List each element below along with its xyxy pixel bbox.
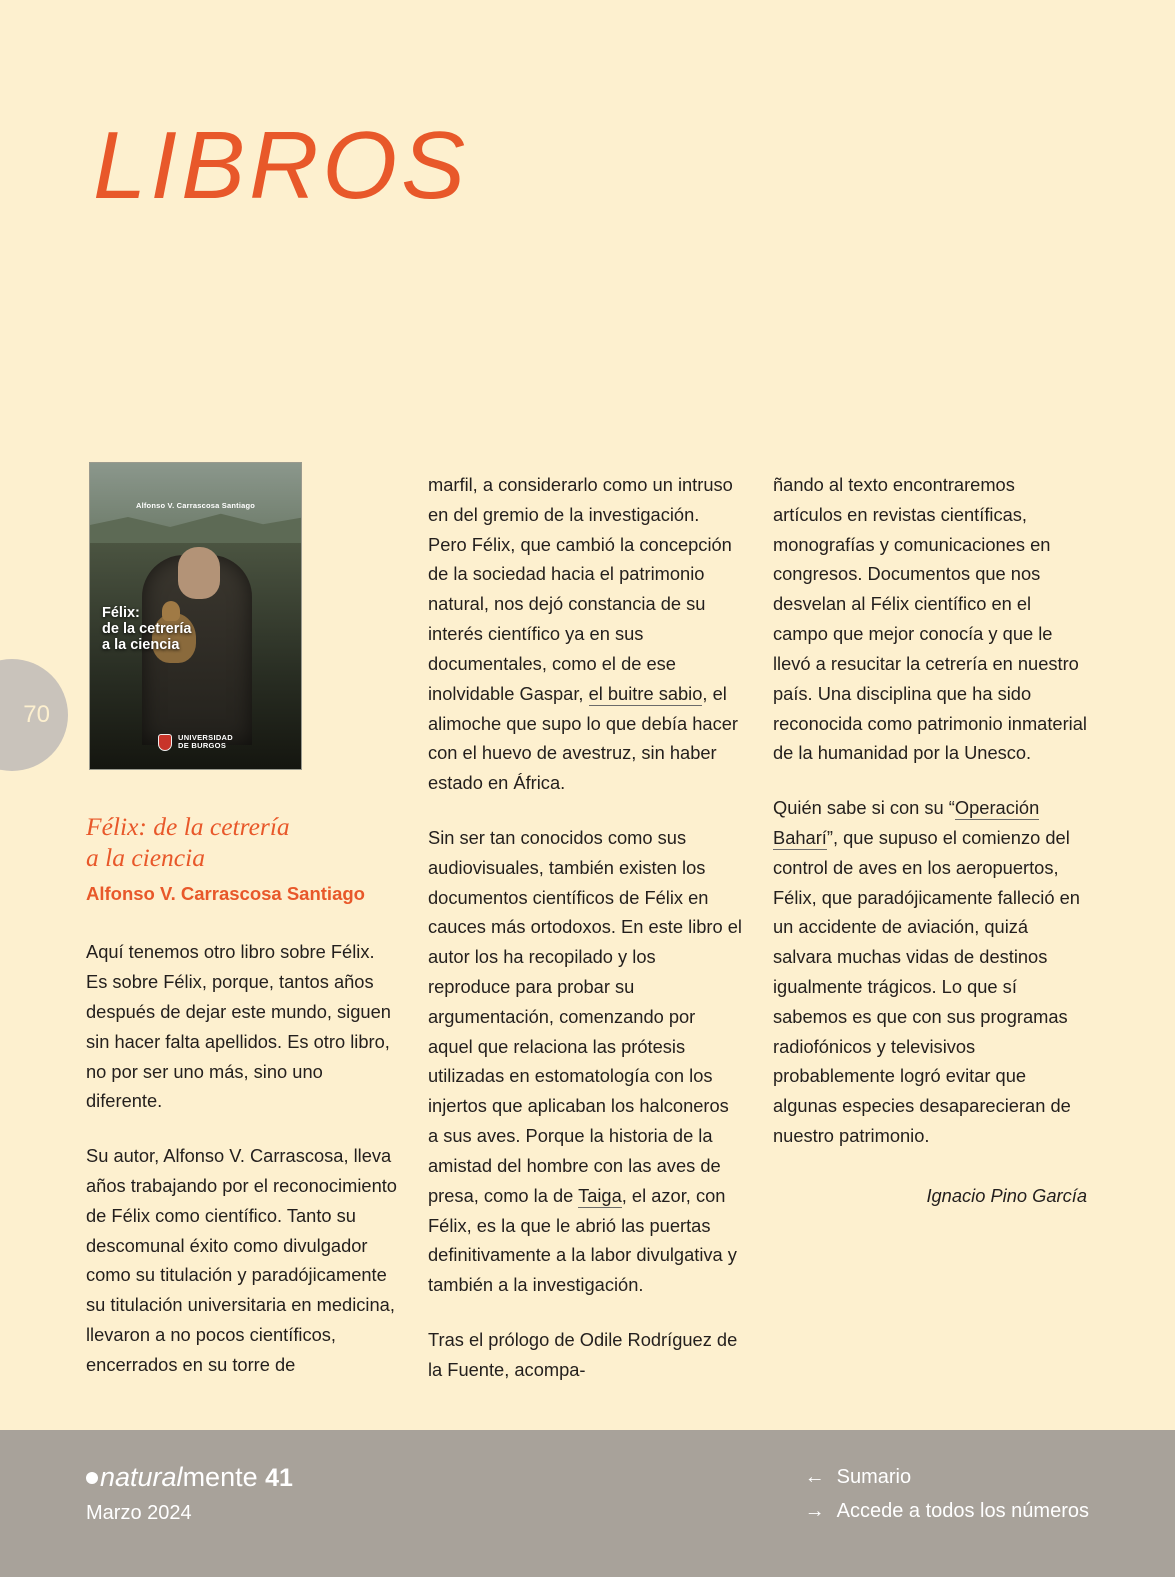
page-number-tab <box>0 659 68 771</box>
article-signature: Ignacio Pino García <box>926 1184 1087 1206</box>
cover-author-label: Alfonso V. Carrascosa Santiago <box>135 501 256 510</box>
paragraph <box>428 823 742 1300</box>
brand-prefix: natural <box>100 1462 183 1492</box>
issue-number: 41 <box>265 1464 293 1492</box>
magazine-brand <box>86 1464 293 1491</box>
book-title <box>86 812 398 873</box>
book-author: Alfonso V. Carrascosa Santiago <box>86 883 365 905</box>
paragraph: Su autor, Alfonso V. Carrascosa, lleva años trabajando por el reconocimiento de Félix como científico. Tanto su descomunal éxito como divulgador como su titulación y paradójicamente su titulación universitaria en medicina, llevaron a no pocos científicos, encerrados en su torre de <box>86 1145 397 1375</box>
issue-date: Marzo 2024 <box>86 1502 192 1524</box>
book-title-line-1: Félix: de la cetrería <box>86 812 290 841</box>
article-column-3 <box>773 470 1087 1211</box>
paragraph-text: , el azor, con Félix, es la que le abrió las puertas definitivamente a la labor divulgativa y también a la investigación. <box>428 1184 737 1296</box>
link-el-buitre-sabio[interactable]: el buitre sabio <box>588 682 703 704</box>
university-crest-icon <box>158 734 172 751</box>
paragraph-text: , el alimoche que supo lo que debía hacer con el huevo de avestruz, sin haber estado en África. <box>428 682 738 794</box>
paragraph: ñando al texto encontraremos artículos en revistas científicas, monografías y comunicaciones en congresos. Documentos que nos desvelan al Félix científico en el campo que mejor conocía y que le llevó a resucitar la cetrería en nuestro país. Una disciplina que ha sido reconocida como patrimonio inmaterial de la humanidad por la Unesco. <box>773 474 1087 764</box>
link-taiga[interactable]: Taiga <box>578 1184 622 1206</box>
cover-person-head <box>178 547 220 599</box>
arrow-right-icon: → <box>804 1500 825 1522</box>
cover-title-line-2: de la cetrería <box>102 621 192 638</box>
paragraph-text: Sin ser tan conocidos como sus audiovisuales, también existen los documentos científicos de Félix en cauces más ortodoxos. En este libro el autor los ha recopilado y los reproduce para probar su argumentación, comenzando por aquel que relaciona las prótesis utilizadas en estomatología con los injertos que aplicaban los halconeros a sus aves. Porque la historia de la amistad del hombre con las aves de presa, como la de <box>428 826 742 1206</box>
cover-publisher-label <box>178 734 233 751</box>
link-sumario-label: Sumario <box>836 1466 912 1488</box>
link-operacion-bahari-2[interactable]: Baharí <box>773 826 827 848</box>
link-operacion-bahari-1[interactable]: Operación <box>954 797 1040 819</box>
footer-links <box>805 1466 1089 1534</box>
paragraph <box>428 470 742 798</box>
cover-publisher-logo <box>90 734 301 751</box>
article-column-2 <box>428 470 742 1410</box>
paragraph: Tras el prólogo de Odile Rodríguez de la Fuente, acompa- <box>428 1328 738 1380</box>
page-number: 70 <box>23 701 50 728</box>
brand-dot-icon <box>86 1472 98 1484</box>
publisher-line-1: UNIVERSIDAD <box>178 732 233 742</box>
cover-title-line-3: a la ciencia <box>102 637 180 654</box>
book-cover-image <box>89 462 302 770</box>
brand-suffix: mente <box>182 1462 258 1492</box>
cover-title <box>102 605 191 654</box>
article-column-1 <box>86 812 398 1405</box>
arrow-left-icon: ← <box>804 1466 825 1488</box>
footer-left <box>86 1464 293 1525</box>
link-todos-los-numeros-label: Accede a todos los números <box>836 1500 1089 1522</box>
paragraph-text: Quién sabe si con su “ <box>773 797 955 819</box>
page-title: LIBROS <box>93 112 470 219</box>
paragraph: Aquí tenemos otro libro sobre Félix. Es sobre Félix, porque, tantos años después de dejar este mundo, siguen sin hacer falta apellidos. Es otro libro, no por ser uno más, sino uno diferente. <box>86 941 391 1112</box>
book-title-line-2: a la ciencia <box>86 842 205 872</box>
cover-title-line-1: Félix: <box>102 605 140 621</box>
publisher-line-2: DE BURGOS <box>178 741 227 751</box>
link-sumario[interactable] <box>805 1466 1089 1489</box>
paragraph-text: ”, que supuso el comienzo del control de aves en los aeropuertos, Félix, que paradójicamente falleció en un accidente de aviación, quizá salvara muchas vidas de destinos igualmente trágicos. Lo que sí sabemos es que con sus programas radiofónicos y televisivos probablemente logró evitar que algunas especies desaparecieran de nuestro patrimonio. <box>773 826 1080 1147</box>
link-todos-los-numeros[interactable] <box>805 1500 1089 1523</box>
paragraph <box>773 793 1087 1151</box>
paragraph-text: marfil, a considerarlo como un intruso en del gremio de la investigación. Pero Félix, que cambió la concepción de la sociedad hacia el patrimonio natural, nos dejó constancia de su interés científico ya en sus documentales, como el de ese inolvidable Gaspar, <box>428 474 733 704</box>
page-footer <box>0 1430 1175 1577</box>
